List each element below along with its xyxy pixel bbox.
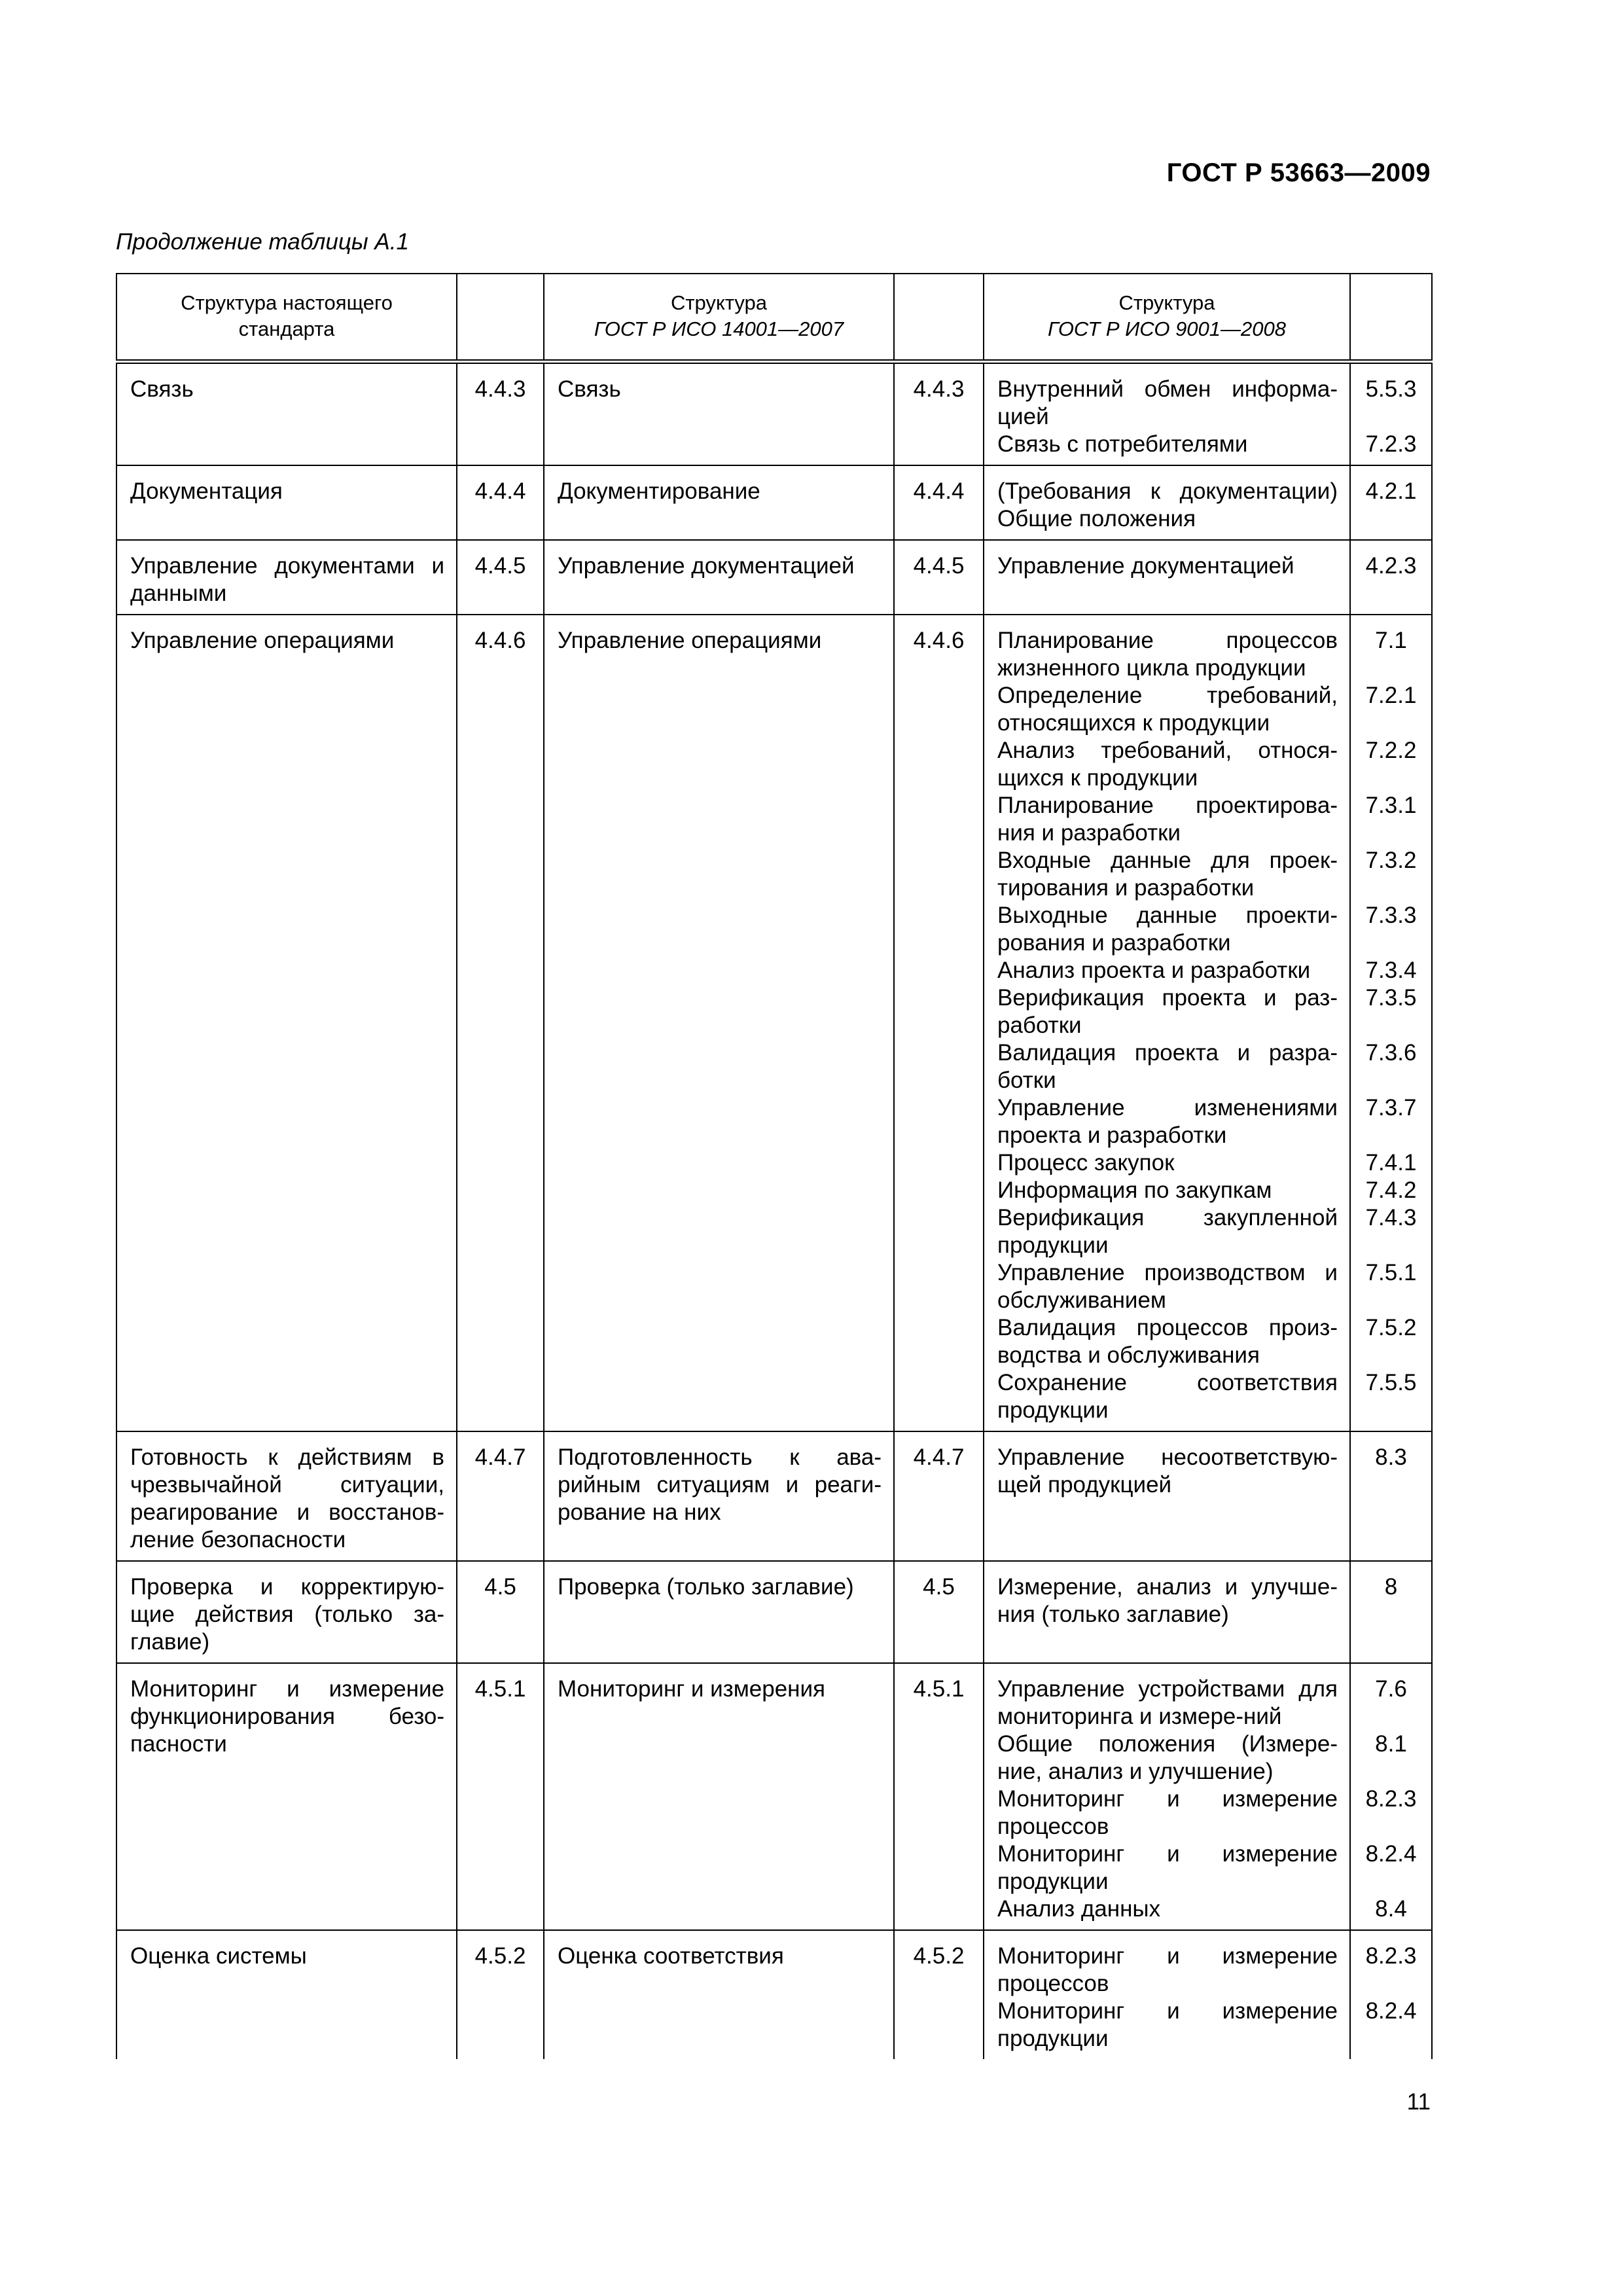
iso14001-clause: 4.4.4 [894, 465, 984, 540]
header-iso-9001: Структура ГОСТ Р ИСО 9001—2008 [984, 274, 1350, 362]
iso14001-title: Проверка (только заглавие) [544, 1561, 894, 1663]
section-title: Документация [116, 465, 457, 540]
table-row [116, 540, 1432, 615]
iso9001-clause-number: 7.3.3 [1365, 903, 1417, 928]
iso9001-item: Входные данные для проек-тирования и разработки [997, 848, 1338, 901]
section-title: Оценка системы [116, 1930, 457, 2059]
iso9001-clause-number: 7.6 [1375, 1676, 1407, 1702]
iso9001-item: Управление изменениями проекта и разработки [997, 1095, 1338, 1148]
iso9001-clause-number: 7.3.4 [1365, 958, 1417, 983]
iso9001-item: Сохранение соответствия продукции [997, 1370, 1338, 1423]
iso14001-clause: 4.5.2 [894, 1930, 984, 2059]
table-caption: Продолжение таблицы А.1 [116, 229, 409, 255]
section-clause: 4.4.5 [457, 540, 544, 615]
header-iso-14001: Структура ГОСТ Р ИСО 14001—2007 [544, 274, 894, 362]
iso14001-clause: 4.5 [894, 1561, 984, 1663]
iso9001-clause-number: 8.3 [1375, 1444, 1407, 1470]
iso9001-clause-number: 8.2.3 [1365, 1786, 1417, 1812]
iso9001-clause-number: 7.2.3 [1365, 431, 1417, 457]
iso9001-item: Управление производством и обслуживанием [997, 1260, 1338, 1313]
iso9001-item: Валидация проекта и разра-ботки [997, 1040, 1338, 1093]
iso9001-clause-number: 7.3.5 [1365, 985, 1417, 1011]
header-clause-3 [1350, 274, 1432, 362]
table-row [116, 465, 1432, 540]
section-title: Управление операциями [116, 615, 457, 1431]
iso9001-clause-number: 7.3.6 [1365, 1040, 1417, 1066]
table-row [116, 362, 1432, 466]
iso14001-clause: 4.4.5 [894, 540, 984, 615]
iso9001-clause-number: 7.5.2 [1365, 1315, 1417, 1340]
iso9001-clause-number: 7.2.1 [1365, 683, 1417, 708]
iso9001-titles [984, 540, 1350, 615]
iso14001-clause: 4.4.6 [894, 615, 984, 1431]
iso9001-item: Общие положения (Измере-ние, анализ и улучшение) [997, 1731, 1338, 1784]
iso9001-clauses [1350, 1930, 1432, 2059]
iso9001-clause-number: 8.2.4 [1365, 1998, 1417, 2024]
iso9001-clause-number: 7.3.7 [1365, 1095, 1417, 1121]
iso9001-clause-number: 7.4.2 [1365, 1177, 1417, 1203]
iso9001-clause-number: 7.4.3 [1365, 1205, 1417, 1230]
iso9001-clauses [1350, 1431, 1432, 1561]
iso9001-titles [984, 1930, 1350, 2059]
iso9001-clause-number: 8.2.3 [1365, 1943, 1417, 1969]
table-row [116, 615, 1432, 1431]
iso9001-clauses [1350, 1561, 1432, 1663]
section-clause: 4.4.6 [457, 615, 544, 1431]
section-clause: 4.5.1 [457, 1663, 544, 1930]
iso9001-clause-number: 7.1 [1375, 628, 1407, 653]
page-number: 11 [1406, 2089, 1431, 2115]
iso9001-item: Мониторинг и измерение продукции [997, 1998, 1338, 2051]
iso9001-clause-number: 8.4 [1375, 1896, 1407, 1922]
iso9001-item: Внутренний обмен информа-цией [997, 376, 1338, 429]
iso9001-clause-number: 4.2.3 [1365, 553, 1417, 579]
iso9001-clause-number: 8 [1384, 1574, 1398, 1600]
iso14001-clause: 4.4.7 [894, 1431, 984, 1561]
iso9001-item: Измерение, анализ и улучше-ния (только заглавие) [997, 1574, 1338, 1627]
table-row [116, 1663, 1432, 1930]
iso14001-clause: 4.4.3 [894, 362, 984, 466]
iso14001-title: Мониторинг и измерения [544, 1663, 894, 1930]
iso9001-clauses [1350, 540, 1432, 615]
iso14001-clause: 4.5.1 [894, 1663, 984, 1930]
iso9001-clause-number: 7.5.1 [1365, 1260, 1417, 1285]
iso9001-clause-number: 7.3.1 [1365, 793, 1417, 818]
section-title: Проверка и корректирую-щие действия (только за-главие) [116, 1561, 457, 1663]
iso9001-item: Мониторинг и измерение процессов [997, 1943, 1338, 1996]
iso9001-item: Верификация проекта и раз-работки [997, 985, 1338, 1038]
iso9001-item: Управление несоответствую-щей продукцией [997, 1444, 1338, 1498]
iso9001-item: Анализ проекта и разработки [997, 958, 1311, 983]
iso9001-item: Планирование процессов жизненного цикла продукции [997, 628, 1338, 681]
section-clause: 4.5.2 [457, 1930, 544, 2059]
iso9001-item: Выходные данные проекти-рования и разработки [997, 903, 1338, 956]
iso9001-titles [984, 1663, 1350, 1930]
iso9001-item: Управление документацией [997, 553, 1294, 579]
section-title: Управление документами и данными [116, 540, 457, 615]
table-row [116, 1930, 1432, 2059]
iso9001-clause-number: 7.2.2 [1365, 738, 1417, 763]
iso9001-item: Информация по закупкам [997, 1177, 1272, 1203]
iso9001-clause-number: 7.4.1 [1365, 1150, 1417, 1175]
table-header-row [116, 274, 1432, 362]
iso9001-item: Процесс закупок [997, 1150, 1175, 1175]
iso9001-item: Мониторинг и измерение процессов [997, 1786, 1338, 1839]
header-this-standard: Структура настоящего стандарта [116, 274, 457, 362]
iso9001-item: Управление устройствами для мониторинга и измере-ний [997, 1676, 1338, 1729]
iso9001-clause-number: 5.5.3 [1365, 376, 1417, 402]
iso9001-titles [984, 1431, 1350, 1561]
table-row [116, 1431, 1432, 1561]
iso9001-titles [984, 362, 1350, 466]
iso14001-title: Подготовленность к ава-рийным ситуациям и реаги-рование на них [544, 1431, 894, 1561]
section-clause: 4.4.4 [457, 465, 544, 540]
section-clause: 4.5 [457, 1561, 544, 1663]
iso9001-clause-number: 8.2.4 [1365, 1841, 1417, 1867]
document-code: ГОСТ Р 53663—2009 [1166, 158, 1431, 187]
iso9001-clauses [1350, 362, 1432, 466]
iso14001-title: Управление операциями [544, 615, 894, 1431]
header-clause-2 [894, 274, 984, 362]
iso9001-item: Определение требований, относящихся к продукции [997, 683, 1338, 736]
iso9001-titles [984, 465, 1350, 540]
iso14001-title: Связь [544, 362, 894, 466]
iso9001-titles [984, 1561, 1350, 1663]
table-row [116, 1561, 1432, 1663]
iso9001-clause-number: 7.3.2 [1365, 848, 1417, 873]
iso9001-item: Мониторинг и измерение продукции [997, 1841, 1338, 1894]
section-title: Готовность к действиям в чрезвычайной ситуации, реагирование и восстанов-ление безопасности [116, 1431, 457, 1561]
iso9001-item: Верификация закупленной продукции [997, 1205, 1338, 1258]
section-title: Связь [116, 362, 457, 466]
iso9001-titles [984, 615, 1350, 1431]
correspondence-table [116, 273, 1433, 2059]
section-title: Мониторинг и измерение функционирования безо-пасности [116, 1663, 457, 1930]
iso9001-clauses [1350, 1663, 1432, 1930]
iso9001-clause-number: 8.1 [1375, 1731, 1407, 1757]
section-clause: 4.4.7 [457, 1431, 544, 1561]
iso14001-title: Управление документацией [544, 540, 894, 615]
iso9001-item: Связь с потребителями [997, 431, 1248, 457]
iso9001-item: Анализ данных [997, 1896, 1161, 1922]
section-clause: 4.4.3 [457, 362, 544, 466]
iso9001-clauses [1350, 615, 1432, 1431]
iso9001-item: Анализ требований, относя-щихся к продукции [997, 738, 1338, 791]
iso9001-clauses [1350, 465, 1432, 540]
iso14001-title: Оценка соответствия [544, 1930, 894, 2059]
header-clause-1 [457, 274, 544, 362]
iso9001-item: Планирование проектирова-ния и разработки [997, 793, 1338, 846]
iso9001-item: (Требования к документации) Общие положения [997, 478, 1338, 531]
iso9001-clause-number: 7.5.5 [1365, 1370, 1417, 1395]
iso9001-item: Валидация процессов произ-водства и обслуживания [997, 1315, 1338, 1368]
iso14001-title: Документирование [544, 465, 894, 540]
iso9001-clause-number: 4.2.1 [1365, 478, 1417, 504]
